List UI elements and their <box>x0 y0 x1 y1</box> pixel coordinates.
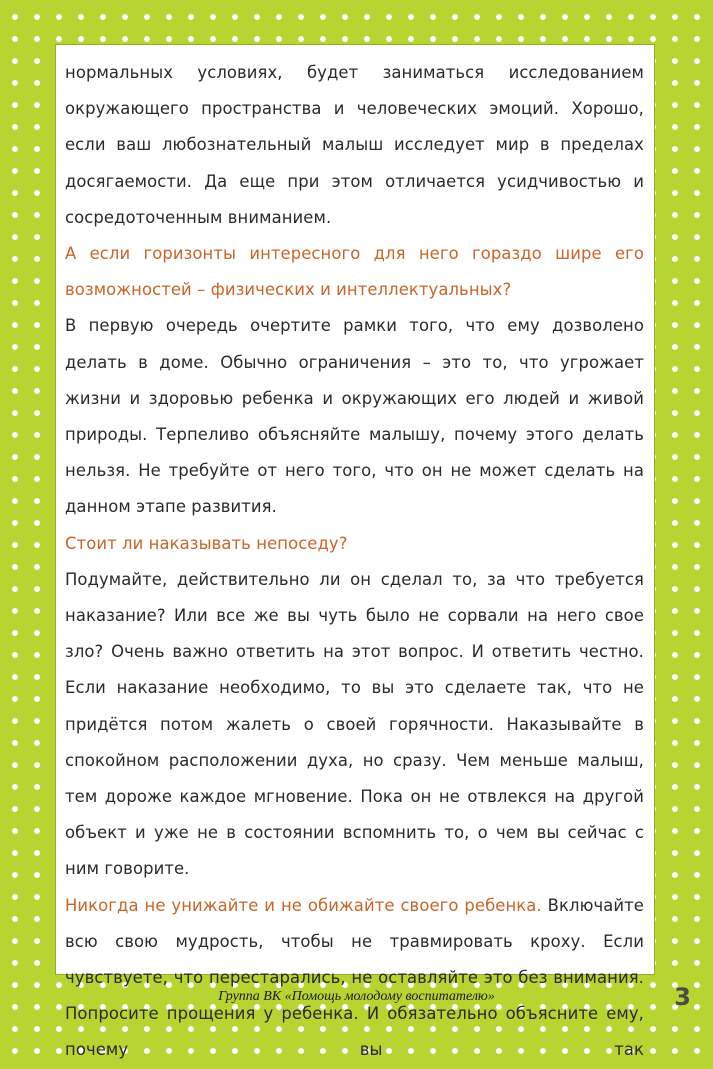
highlighted-sentence: Никогда не унижайте и не обижайте своего ребенка. <box>65 895 542 915</box>
paragraph: Подумайте, действительно ли он сделал то, за что требуется наказание? Или все же вы чуть было не сорвали на него свое зло? Очень важно ответить на этот вопрос. И ответить честно. Если наказание необходимо, то вы это сделаете так, что не придётся потом жалеть о своей горячности. Наказывайте в спокойном расположении духа, но сразу. Чем меньше малыш, тем дороже каждое мгновение. Пока он не отвлекся на другой объект и уже не в состоянии вспомнить то, о чем вы сейчас с ним говорите. <box>65 569 644 879</box>
section-heading: Стоит ли наказывать непоседу? <box>65 533 348 553</box>
page-number: 3 <box>674 983 691 1011</box>
section-heading: А если горизонты интересного для него гораздо шире его возможностей – физических и интеллектуальных? <box>65 244 644 300</box>
paragraph: нормальных условиях, будет заниматься исследованием окружающего пространства и человеческих эмоций. Хорошо, если ваш любознательный малыш исследует мир в пределах досягаемости. Да еще при этом отличается усидчивостью и сосредоточенным вниманием. <box>65 63 644 227</box>
footer-caption: Группа ВК «Помощь молодому воспитателю» <box>218 989 495 1004</box>
paragraph <box>65 888 644 1069</box>
paragraph-text: Включайте всю свою мудрость, чтобы не травмировать кроху. Если чувствуете, что перестарались, не оставляйте это без внимания. Попросите прощения у ребенка. И обязательно объясните ему, почему вы так <box>65 895 644 1060</box>
paragraph: В первую очередь очертите рамки того, что ему дозволено делать в доме. Обычно ограничения – это то, что угрожает жизни и здоровью ребенка и окружающих его людей и живой природы. Терпеливо объясняйте малышу, почему этого делать нельзя. Не требуйте от него того, что он не может сделать на данном этапе развития. <box>65 316 644 517</box>
